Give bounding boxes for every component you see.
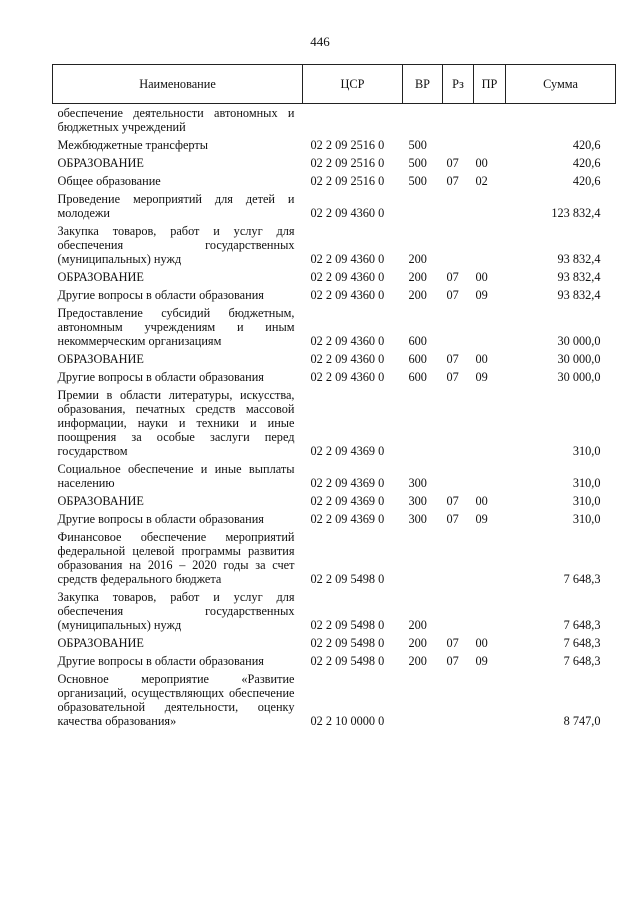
cell-pr bbox=[474, 192, 506, 224]
cell-rz: 07 bbox=[446, 288, 459, 302]
cell-vr bbox=[403, 530, 443, 590]
page-number: 446 bbox=[310, 34, 330, 49]
cell-rz: 07 bbox=[446, 174, 459, 188]
table-row bbox=[53, 590, 616, 636]
cell-sum: 420,6 bbox=[572, 156, 601, 170]
cell-rz: 07 bbox=[446, 512, 459, 526]
cell-vr: 200 bbox=[408, 618, 427, 632]
cell-sum: 93 832,4 bbox=[557, 252, 601, 266]
table-row bbox=[53, 104, 616, 139]
cell-rz bbox=[443, 388, 474, 462]
header-rz: Рз bbox=[443, 65, 474, 104]
cell-vr: 300 bbox=[408, 494, 427, 508]
cell-pr bbox=[474, 462, 506, 494]
cell-sum: 7 648,3 bbox=[563, 654, 601, 668]
cell-csr: 02 2 09 4369 0 bbox=[310, 512, 385, 526]
table-row bbox=[53, 512, 616, 530]
cell-rz bbox=[443, 138, 474, 156]
cell-pr bbox=[474, 306, 506, 352]
cell-name: Межбюджетные трансферты bbox=[57, 138, 209, 152]
cell-name: Закупка товаров, работ и услуг для обеспечения государственных (муниципальных) нужд bbox=[57, 224, 295, 266]
cell-rz bbox=[443, 192, 474, 224]
cell-name: обеспечение деятельности автономных и бюджетных учреждений bbox=[57, 106, 295, 134]
cell-pr bbox=[474, 224, 506, 270]
table-row bbox=[53, 224, 616, 270]
cell-rz: 07 bbox=[446, 156, 459, 170]
table-row bbox=[53, 138, 616, 156]
cell-rz: 07 bbox=[446, 270, 459, 284]
cell-name: Закупка товаров, работ и услуг для обеспечения государственных (муниципальных) нужд bbox=[57, 590, 295, 632]
cell-pr bbox=[474, 590, 506, 636]
cell-csr: 02 2 09 5498 0 bbox=[310, 654, 385, 668]
cell-pr: 00 bbox=[475, 636, 488, 650]
cell-csr: 02 2 09 4369 0 bbox=[310, 476, 385, 490]
cell-vr: 500 bbox=[408, 156, 427, 170]
cell-name: Социальное обеспечение и иные выплаты населению bbox=[57, 462, 295, 490]
cell-sum: 420,6 bbox=[572, 138, 601, 152]
cell-csr: 02 2 09 2516 0 bbox=[310, 174, 385, 188]
cell-name: ОБРАЗОВАНИЕ bbox=[57, 636, 144, 650]
cell-sum: 123 832,4 bbox=[551, 206, 601, 220]
cell-vr bbox=[403, 104, 443, 139]
table-row bbox=[53, 352, 616, 370]
cell-csr: 02 2 09 4369 0 bbox=[310, 444, 385, 458]
cell-sum: 30 000,0 bbox=[557, 334, 601, 348]
cell-csr: 02 2 09 4360 0 bbox=[310, 206, 385, 220]
cell-pr: 09 bbox=[475, 370, 488, 384]
cell-name: Другие вопросы в области образования bbox=[57, 288, 264, 302]
table-row bbox=[53, 654, 616, 672]
cell-sum: 30 000,0 bbox=[557, 370, 601, 384]
cell-pr bbox=[474, 388, 506, 462]
cell-sum: 8 747,0 bbox=[563, 714, 601, 728]
cell-csr bbox=[303, 104, 403, 139]
cell-csr: 02 2 09 4369 0 bbox=[310, 494, 385, 508]
cell-csr: 02 2 09 5498 0 bbox=[310, 618, 385, 632]
cell-sum: 310,0 bbox=[572, 494, 601, 508]
cell-pr: 00 bbox=[475, 156, 488, 170]
table-row bbox=[53, 462, 616, 494]
cell-csr: 02 2 09 5498 0 bbox=[310, 572, 385, 586]
cell-rz: 07 bbox=[446, 370, 459, 384]
cell-rz bbox=[443, 590, 474, 636]
table-row bbox=[53, 672, 616, 732]
cell-sum: 93 832,4 bbox=[557, 270, 601, 284]
cell-vr: 500 bbox=[408, 138, 427, 152]
table-row bbox=[53, 306, 616, 352]
table-row bbox=[53, 156, 616, 174]
cell-csr: 02 2 09 4360 0 bbox=[310, 334, 385, 348]
cell-name: Финансовое обеспечение мероприятий федеральной целевой программы развития образования на 2016 – 2020 годы за счет средств федерального бюджета bbox=[57, 530, 295, 586]
cell-pr: 09 bbox=[475, 288, 488, 302]
cell-sum: 30 000,0 bbox=[557, 352, 601, 366]
header-csr: ЦСР bbox=[303, 65, 403, 104]
cell-name: ОБРАЗОВАНИЕ bbox=[57, 156, 144, 170]
cell-rz: 07 bbox=[446, 494, 459, 508]
cell-vr: 200 bbox=[408, 270, 427, 284]
cell-sum: 7 648,3 bbox=[563, 572, 601, 586]
cell-rz bbox=[443, 530, 474, 590]
cell-name: ОБРАЗОВАНИЕ bbox=[57, 494, 144, 508]
table-row bbox=[53, 192, 616, 224]
cell-csr: 02 2 10 0000 0 bbox=[310, 714, 385, 728]
cell-name: Проведение мероприятий для детей и молодежи bbox=[57, 192, 295, 220]
cell-rz: 07 bbox=[446, 636, 459, 650]
cell-vr: 200 bbox=[408, 654, 427, 668]
cell-sum: 93 832,4 bbox=[557, 288, 601, 302]
cell-name: ОБРАЗОВАНИЕ bbox=[57, 270, 144, 284]
cell-vr: 600 bbox=[408, 370, 427, 384]
header-pr: ПР bbox=[474, 65, 506, 104]
cell-pr bbox=[474, 138, 506, 156]
cell-vr bbox=[403, 672, 443, 732]
cell-sum: 310,0 bbox=[572, 512, 601, 526]
cell-rz bbox=[443, 224, 474, 270]
cell-csr: 02 2 09 5498 0 bbox=[310, 636, 385, 650]
table-body bbox=[53, 104, 616, 733]
table-row bbox=[53, 530, 616, 590]
cell-sum: 420,6 bbox=[572, 174, 601, 188]
header-sum: Сумма bbox=[506, 65, 616, 104]
cell-pr: 09 bbox=[475, 512, 488, 526]
table-row bbox=[53, 494, 616, 512]
cell-csr: 02 2 09 4360 0 bbox=[310, 270, 385, 284]
cell-rz: 07 bbox=[446, 352, 459, 366]
cell-sum: 7 648,3 bbox=[563, 618, 601, 632]
cell-csr: 02 2 09 4360 0 bbox=[310, 352, 385, 366]
budget-table bbox=[52, 64, 616, 732]
cell-vr bbox=[403, 388, 443, 462]
cell-csr: 02 2 09 4360 0 bbox=[310, 370, 385, 384]
cell-name: ОБРАЗОВАНИЕ bbox=[57, 352, 144, 366]
cell-name: Основное мероприятие «Развитие организаций, осуществляющих обеспечение образовательной деятельности, оценку качества образования» bbox=[57, 672, 295, 728]
table-row bbox=[53, 288, 616, 306]
cell-pr bbox=[474, 104, 506, 139]
cell-sum: 7 648,3 bbox=[563, 636, 601, 650]
cell-name: Другие вопросы в области образования bbox=[57, 370, 264, 384]
cell-vr: 600 bbox=[408, 352, 427, 366]
cell-pr: 09 bbox=[475, 654, 488, 668]
cell-name: Другие вопросы в области образования bbox=[57, 654, 264, 668]
cell-pr bbox=[474, 530, 506, 590]
table-row bbox=[53, 174, 616, 192]
cell-pr bbox=[474, 672, 506, 732]
cell-pr: 00 bbox=[475, 270, 488, 284]
cell-pr: 02 bbox=[475, 174, 488, 188]
cell-vr: 600 bbox=[408, 334, 427, 348]
cell-csr: 02 2 09 4360 0 bbox=[310, 288, 385, 302]
header-name: Наименование bbox=[53, 65, 303, 104]
cell-csr: 02 2 09 2516 0 bbox=[310, 138, 385, 152]
cell-vr: 300 bbox=[408, 512, 427, 526]
cell-csr: 02 2 09 2516 0 bbox=[310, 156, 385, 170]
table-row bbox=[53, 636, 616, 654]
cell-name: Другие вопросы в области образования bbox=[57, 512, 264, 526]
table-header bbox=[53, 65, 616, 104]
cell-rz bbox=[443, 672, 474, 732]
cell-sum: 310,0 bbox=[572, 444, 601, 458]
cell-sum bbox=[506, 104, 616, 139]
header-vr: ВР bbox=[403, 65, 443, 104]
cell-csr: 02 2 09 4360 0 bbox=[310, 252, 385, 266]
cell-vr bbox=[403, 192, 443, 224]
cell-rz bbox=[443, 462, 474, 494]
cell-sum: 310,0 bbox=[572, 476, 601, 490]
cell-pr: 00 bbox=[475, 352, 488, 366]
cell-rz: 07 bbox=[446, 654, 459, 668]
cell-name: Премии в области литературы, искусства, образования, печатных средств массовой информации, науки и техники и иные поощрения за особые заслуги перед государством bbox=[57, 388, 295, 458]
cell-vr: 200 bbox=[408, 252, 427, 266]
cell-name: Предоставление субсидий бюджетным, автономным учреждениям и иным некоммерческим организациям bbox=[57, 306, 295, 348]
cell-rz bbox=[443, 104, 474, 139]
cell-rz bbox=[443, 306, 474, 352]
cell-vr: 200 bbox=[408, 288, 427, 302]
table-row bbox=[53, 270, 616, 288]
table-row bbox=[53, 388, 616, 462]
cell-vr: 500 bbox=[408, 174, 427, 188]
cell-vr: 300 bbox=[408, 476, 427, 490]
cell-pr: 00 bbox=[475, 494, 488, 508]
table-row bbox=[53, 370, 616, 388]
cell-vr: 200 bbox=[408, 636, 427, 650]
cell-name: Общее образование bbox=[57, 174, 161, 188]
